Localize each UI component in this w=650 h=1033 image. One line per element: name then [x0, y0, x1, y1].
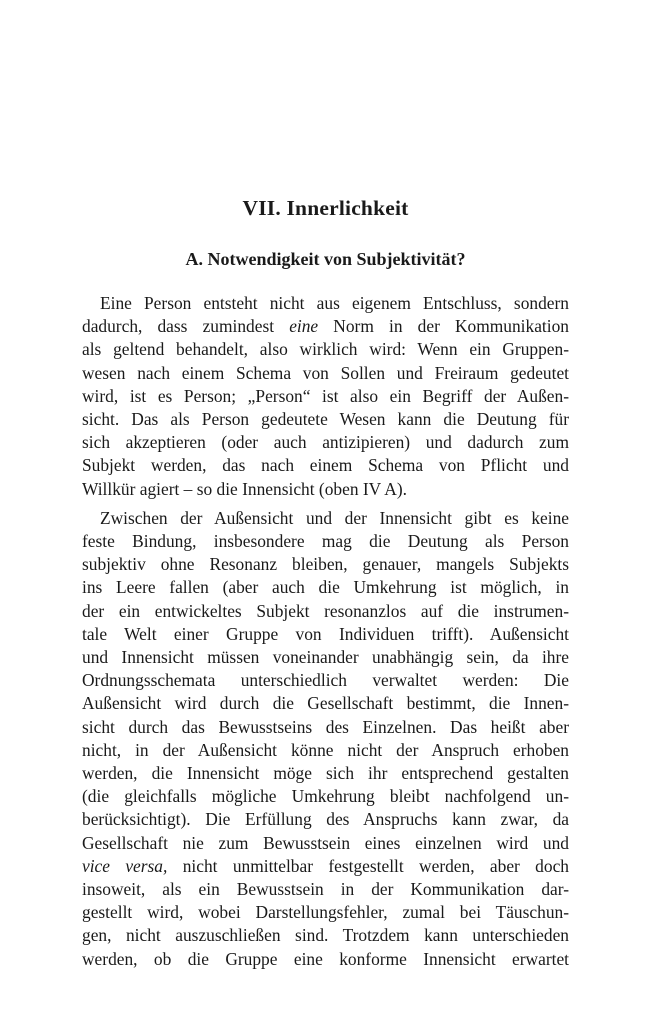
text-line: gestellt wird, wobei Darstellungsfehler, zumal bei Täuschun-	[82, 902, 569, 923]
text-line: dadurch, dass zumindest eine Norm in der Kommunikation	[82, 316, 569, 337]
text-line: vice versa, nicht unmittelbar festgestellt werden, aber doch	[82, 855, 569, 876]
emphasis: vice versa,	[82, 855, 168, 876]
text-line: sicht. Das als Person gedeutete Wesen kann die Deutung für	[82, 409, 569, 430]
text-line: feste Bindung, insbesondere mag die Deutung als Person	[82, 531, 569, 552]
text-line: Subjekt werden, das nach einem Schema von Pflicht und	[82, 455, 569, 476]
text-line: Ordnungsschemata unterschiedlich verwaltet werden: Die	[82, 670, 569, 691]
text-line: und Innensicht müssen voneinander unabhängig sein, da ihre	[82, 647, 569, 668]
text-line: Gesellschaft nie zum Bewusstsein eines einzelnen wird und	[82, 832, 569, 853]
text-line: berücksichtigt). Die Erfüllung des Anspruchs kann zwar, da	[82, 809, 569, 830]
text-line: werden, ob die Gruppe eine konforme Innensicht erwartet	[82, 948, 569, 969]
text-line: wird, ist es Person; „Person“ ist also ein Begriff der Außen-	[82, 385, 569, 406]
text-line: subjektiv ohne Resonanz bleiben, genauer, mangels Subjekts	[82, 554, 569, 575]
text-line: sicht durch das Bewusstseins des Einzelnen. Das heißt aber	[82, 716, 569, 737]
text-line: tale Welt einer Gruppe von Individuen trifft). Außensicht	[82, 623, 569, 644]
text-line: Willkür agiert – so die Innensicht (oben IV A).	[82, 478, 407, 499]
text-line: (die gleichfalls mögliche Umkehrung bleibt nachfolgend un-	[82, 786, 569, 807]
text-line: insoweit, als ein Bewusstsein in der Kommunikation dar-	[82, 879, 569, 900]
text-line: Eine Person entsteht nicht aus eigenem Entschluss, sondern	[100, 293, 569, 313]
body-text	[82, 292, 569, 971]
text-line: als geltend behandelt, also wirklich wird: Wenn ein Gruppen-	[82, 339, 569, 360]
section-title: A. Notwendigkeit von Subjektivität?	[185, 249, 466, 269]
text-line: werden, die Innensicht möge sich ihr entsprechend gestalten	[82, 763, 569, 784]
text-line: der ein entwickeltes Subjekt resonanzlos auf die instrumen-	[82, 600, 569, 621]
paragraph-1	[82, 292, 569, 501]
text-line: nicht, in der Außensicht könne nicht der Anspruch erhoben	[82, 739, 569, 760]
chapter-title: VII. Innerlichkeit	[242, 196, 409, 220]
emphasis: eine	[289, 316, 319, 337]
text-line: Zwischen der Außensicht und der Innensicht gibt es keine	[100, 507, 569, 528]
paragraph-2	[82, 507, 569, 971]
text-line: sich akzeptieren (oder auch antizipieren) und dadurch zum	[82, 432, 569, 453]
text-line: ins Leere fallen (aber auch die Umkehrung ist möglich, in	[82, 577, 569, 598]
text-line: wesen nach einem Schema von Sollen und Freiraum gedeutet	[82, 362, 569, 383]
text-line: Außensicht wird durch die Gesellschaft bestimmt, die Innen-	[82, 693, 569, 714]
text-line: gen, nicht auszuschließen sind. Trotzdem kann unterschieden	[82, 925, 569, 946]
